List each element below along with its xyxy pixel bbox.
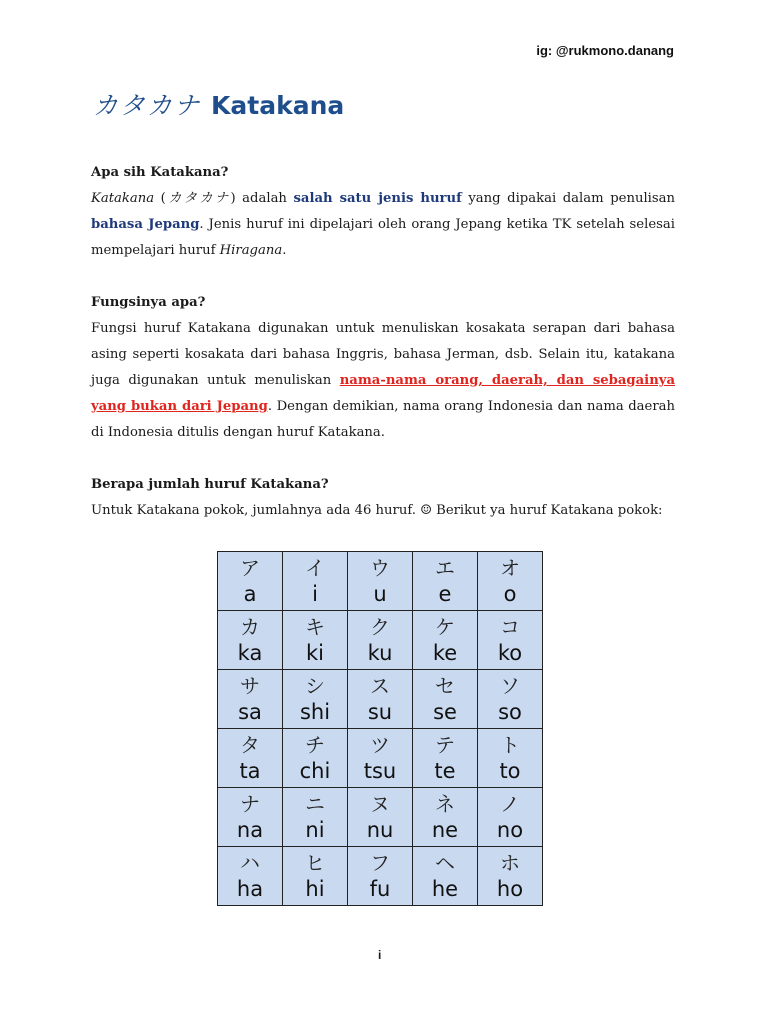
kana-cell	[218, 847, 283, 906]
kana-romaji: se	[433, 700, 457, 724]
kana-cell	[478, 552, 543, 611]
kana-char: オ	[500, 556, 520, 580]
kana-cell	[218, 611, 283, 670]
highlight-bahasa-jepang: bahasa Jepang	[91, 217, 200, 232]
title-katakana: カタカナ	[93, 91, 202, 120]
kana-cell	[218, 552, 283, 611]
kana-char: コ	[500, 615, 520, 639]
text: yang dipakai dalam penulisan	[461, 191, 675, 206]
page-number: i	[378, 948, 382, 962]
kana-char: チ	[305, 733, 325, 757]
section-heading-count: Berapa jumlah huruf Katakana?	[91, 477, 329, 492]
kana-char: セ	[435, 674, 455, 698]
kana-romaji: ki	[306, 641, 324, 665]
kana-romaji: fu	[369, 877, 391, 901]
kana-cell	[283, 670, 348, 729]
kana-cell	[283, 552, 348, 611]
kana-romaji: ta	[239, 759, 261, 783]
kana-char: ネ	[435, 792, 455, 816]
text: (	[154, 191, 166, 206]
text: . Dengan demikian, nama orang Indonesia dan nama daerah di Indonesia ditulis dengan huruf Katakana.	[91, 399, 676, 440]
kana-romaji: hi	[305, 877, 325, 901]
kana-romaji: su	[367, 700, 393, 724]
kana-cell	[478, 847, 543, 906]
kana-romaji: he	[431, 877, 459, 901]
kana-char: ニ	[305, 792, 325, 816]
kana-romaji: no	[496, 818, 524, 842]
kana-char: フ	[370, 851, 390, 875]
kana-romaji: shi	[299, 700, 331, 724]
kana-cell	[348, 729, 413, 788]
kana-cell	[413, 611, 478, 670]
title-latin: Katakana	[211, 91, 345, 120]
kana-romaji: ku	[367, 641, 393, 665]
text: ) adalah	[230, 191, 294, 206]
katakana-table	[217, 551, 543, 906]
kana-romaji: u	[373, 582, 387, 606]
kana-romaji: o	[503, 582, 517, 606]
kana-char: タ	[240, 733, 260, 757]
section-heading-what: Apa sih Katakana?	[91, 165, 229, 180]
kana-cell	[413, 788, 478, 847]
text: .	[282, 243, 287, 258]
table-row	[218, 729, 543, 788]
document-body	[91, 160, 675, 524]
kana-romaji: chi	[299, 759, 331, 783]
kana-cell	[413, 847, 478, 906]
kana-cell	[348, 670, 413, 729]
kana-char: シ	[305, 674, 325, 698]
kana-char: ノ	[500, 792, 520, 816]
paragraph-count: Untuk Katakana pokok, jumlahnya ada 46 huruf. ☺ Berikut ya huruf Katakana pokok:	[91, 503, 663, 518]
kana-char: キ	[305, 615, 325, 639]
kana-char: ト	[500, 733, 520, 757]
kana-char: ツ	[370, 733, 390, 757]
kana-char: ホ	[500, 851, 520, 875]
kana-cell	[283, 788, 348, 847]
paragraph-function	[91, 316, 675, 446]
kana-cell	[283, 611, 348, 670]
kana-char: ア	[240, 556, 260, 580]
kana-romaji: te	[434, 759, 456, 783]
term-hiragana: Hiragana	[219, 243, 283, 258]
kana-char: ソ	[500, 674, 520, 698]
kana-char: ヘ	[435, 851, 455, 875]
table-row	[218, 611, 543, 670]
kana-romaji: ni	[305, 818, 325, 842]
kana-cell	[283, 847, 348, 906]
kana-cell	[218, 788, 283, 847]
kana-romaji: e	[438, 582, 452, 606]
kana-char: ウ	[370, 556, 390, 580]
kana-cell	[413, 670, 478, 729]
kana-char: ス	[370, 674, 390, 698]
table-row	[218, 552, 543, 611]
page-title	[93, 86, 344, 122]
kana-cell	[348, 847, 413, 906]
kana-romaji: ka	[237, 641, 263, 665]
text: . Jenis huruf ini dipelajari oleh orang Jepang ketika TK setelah selesai mempelajari huruf	[91, 217, 675, 258]
kana-cell	[348, 611, 413, 670]
kana-char: ク	[370, 615, 390, 639]
kana-char: ヌ	[370, 792, 390, 816]
kana-cell	[348, 788, 413, 847]
term-katakana: Katakana	[91, 191, 155, 206]
kana-romaji: nu	[366, 818, 394, 842]
kana-cell	[348, 552, 413, 611]
kana-romaji: sa	[238, 700, 262, 724]
kana-char: テ	[435, 733, 455, 757]
kana-romaji: na	[236, 818, 264, 842]
kana-cell	[478, 788, 543, 847]
paragraph-what	[91, 186, 675, 264]
kana-cell	[478, 729, 543, 788]
kana-char: カ	[240, 615, 260, 639]
kana-cell	[413, 729, 478, 788]
kana-romaji: to	[499, 759, 521, 783]
kana-cell	[478, 670, 543, 729]
table-row	[218, 847, 543, 906]
kana-char: ナ	[240, 792, 260, 816]
text: Fungsi huruf Katakana digunakan untuk menuliskan kosakata serapan dari bahasa asing seperti kosakata dari bahasa Inggris, bahasa Jerman, dsb. Selain itu, katakana juga digunakan untuk menuliskan	[91, 321, 675, 388]
kana-char: ケ	[435, 615, 455, 639]
kana-romaji: ho	[496, 877, 524, 901]
kana-romaji: tsu	[363, 759, 397, 783]
table-row	[218, 670, 543, 729]
kana-cell	[413, 552, 478, 611]
highlight-foreign-names: nama-nama orang, daerah, dan sebagainya yang bukan dari Jepang	[91, 373, 675, 414]
kana-cell	[283, 729, 348, 788]
kana-cell	[478, 611, 543, 670]
kana-romaji: ko	[497, 641, 523, 665]
kana-romaji: a	[243, 582, 257, 606]
kana-romaji: ke	[432, 641, 458, 665]
kana-char: エ	[435, 556, 455, 580]
table-row	[218, 788, 543, 847]
kana-romaji: ne	[431, 818, 459, 842]
kana-char: ハ	[240, 851, 260, 875]
kana-romaji: i	[312, 582, 318, 606]
kana-romaji: ha	[236, 877, 264, 901]
section-heading-function: Fungsinya apa?	[91, 295, 206, 310]
kana-char: ヒ	[305, 851, 325, 875]
katakana-inline: カタカナ	[165, 191, 231, 206]
kana-char: イ	[305, 556, 325, 580]
kana-cell	[218, 729, 283, 788]
highlight-jenis-huruf: salah satu jenis huruf	[293, 191, 462, 206]
kana-romaji: so	[498, 700, 522, 724]
kana-char: サ	[240, 674, 260, 698]
instagram-handle: ig: @rukmono.danang	[536, 43, 674, 58]
kana-cell	[218, 670, 283, 729]
